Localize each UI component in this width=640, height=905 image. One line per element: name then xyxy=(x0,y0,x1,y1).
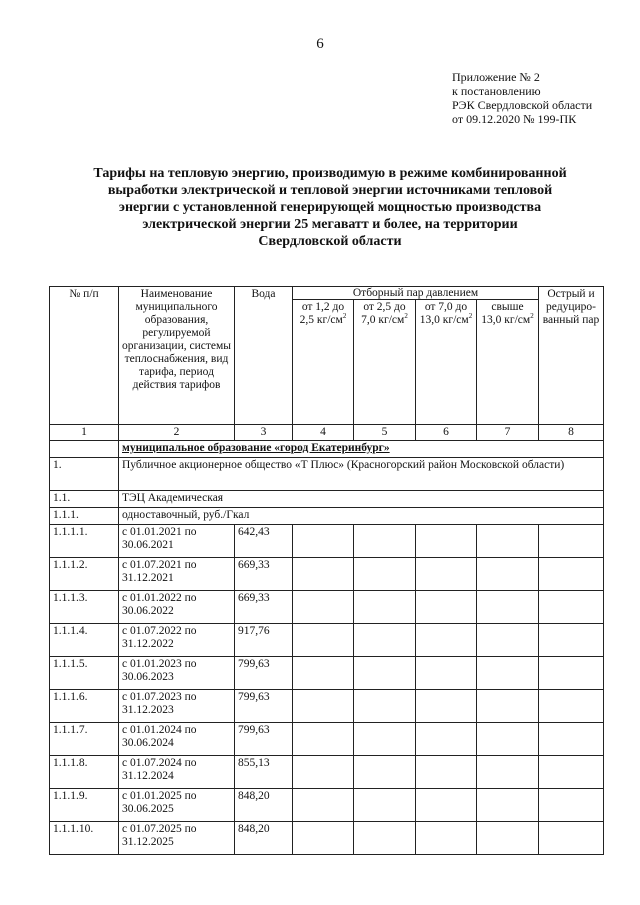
empty-cell xyxy=(354,624,416,657)
superscript: 2 xyxy=(468,312,473,321)
empty-cell xyxy=(539,591,604,624)
empty-cell xyxy=(293,624,354,657)
tariff-type-name: одноставочный, руб./Гкал xyxy=(119,508,604,525)
tariff-type-row xyxy=(50,508,604,525)
water-value: 855,13 xyxy=(235,756,293,789)
empty-cell xyxy=(477,525,539,558)
empty-cell xyxy=(539,789,604,822)
empty-cell xyxy=(477,789,539,822)
water-value: 799,63 xyxy=(235,723,293,756)
period-cell: с 01.01.2021 по 30.06.2021 xyxy=(119,525,235,558)
water-value: 642,43 xyxy=(235,525,293,558)
column-number: 8 xyxy=(539,425,604,441)
empty-cell xyxy=(477,822,539,855)
empty-cell xyxy=(539,624,604,657)
empty-cell xyxy=(354,525,416,558)
row-num: 1.1. xyxy=(50,491,119,508)
empty-cell xyxy=(354,558,416,591)
empty-cell xyxy=(354,723,416,756)
row-num: 1.1.1.8. xyxy=(50,756,119,789)
page-number: 6 xyxy=(316,36,324,52)
header-water: Вода xyxy=(235,287,293,425)
row-num: 1.1.1.6. xyxy=(50,690,119,723)
column-number: 7 xyxy=(477,425,539,441)
empty-cell xyxy=(354,690,416,723)
row-num: 1.1.1.1. xyxy=(50,525,119,558)
water-value: 799,63 xyxy=(235,657,293,690)
header-num: № п/п xyxy=(50,287,119,425)
appendix-line: от 09.12.2020 № 199-ПК xyxy=(452,112,577,126)
superscript: 2 xyxy=(530,312,534,321)
empty-cell xyxy=(477,690,539,723)
empty-cell xyxy=(539,558,604,591)
empty-cell xyxy=(293,525,354,558)
municipality-name xyxy=(119,441,604,458)
period-cell: с 01.01.2025 по 30.06.2025 xyxy=(119,789,235,822)
empty-cell xyxy=(539,657,604,690)
title-line: энергии с установленной генерирующей мощностью производства xyxy=(118,200,542,215)
column-number: 3 xyxy=(235,425,293,441)
pressure-4-label: свыше 13,0 кг/см xyxy=(481,301,531,326)
pressure-1-label: от 1,2 до 2,5 кг/см xyxy=(299,301,345,326)
empty-cell xyxy=(354,657,416,690)
empty-cell xyxy=(477,756,539,789)
period-cell: с 01.07.2022 по 31.12.2022 xyxy=(119,624,235,657)
row-num: 1.1.1.7. xyxy=(50,723,119,756)
empty-cell xyxy=(293,756,354,789)
column-number-row xyxy=(50,425,604,441)
water-value: 917,76 xyxy=(235,624,293,657)
period-cell: с 01.01.2024 по 30.06.2024 xyxy=(119,723,235,756)
header-steam-group: Отборный пар давлением xyxy=(293,287,539,300)
row-num: 1.1.1. xyxy=(50,508,119,525)
column-number: 2 xyxy=(119,425,235,441)
empty-cell xyxy=(416,723,477,756)
period-cell: с 01.07.2023 по 31.12.2023 xyxy=(119,690,235,723)
org-name: Публичное акционерное общество «Т Плюс» (Красногорский район Московской области) xyxy=(119,458,604,491)
empty-cell xyxy=(50,441,119,458)
empty-cell xyxy=(477,624,539,657)
system-name: ТЭЦ Академическая xyxy=(119,491,604,508)
empty-cell xyxy=(354,756,416,789)
column-number: 5 xyxy=(354,425,416,441)
tariff-row xyxy=(50,624,604,657)
period-cell: с 01.01.2023 по 30.06.2023 xyxy=(119,657,235,690)
empty-cell xyxy=(354,591,416,624)
empty-cell xyxy=(293,822,354,855)
title-line: Свердловской области xyxy=(258,234,402,249)
appendix-line: к постановлению xyxy=(452,84,541,98)
row-num: 1.1.1.10. xyxy=(50,822,119,855)
municipality-row xyxy=(50,441,604,458)
empty-cell xyxy=(416,558,477,591)
empty-cell xyxy=(477,657,539,690)
system-row xyxy=(50,491,604,508)
row-num: 1.1.1.4. xyxy=(50,624,119,657)
empty-cell xyxy=(539,822,604,855)
superscript: 2 xyxy=(342,312,347,321)
tariff-row xyxy=(50,558,604,591)
tariff-row xyxy=(50,789,604,822)
title-line: выработки электрической и тепловой энергии источниками тепловой xyxy=(107,183,553,198)
row-num: 1.1.1.3. xyxy=(50,591,119,624)
pressure-2-label: от 2,5 до 7,0 кг/см xyxy=(361,301,406,326)
tariff-row xyxy=(50,822,604,855)
column-number: 6 xyxy=(416,425,477,441)
empty-cell xyxy=(416,756,477,789)
tariff-table xyxy=(49,286,604,855)
empty-cell xyxy=(539,756,604,789)
water-value: 799,63 xyxy=(235,690,293,723)
tariff-row xyxy=(50,756,604,789)
pressure-3-label: от 7,0 до 13,0 кг/см xyxy=(419,301,469,326)
empty-cell xyxy=(539,690,604,723)
empty-cell xyxy=(293,558,354,591)
empty-cell xyxy=(416,822,477,855)
water-value: 848,20 xyxy=(235,789,293,822)
tariff-row xyxy=(50,690,604,723)
empty-cell xyxy=(477,723,539,756)
superscript: 2 xyxy=(404,312,408,321)
water-value: 848,20 xyxy=(235,822,293,855)
title-line: электрической энергии 25 мегаватт и более, на территории xyxy=(142,217,518,232)
header-pressure-3 xyxy=(416,300,477,425)
document-title xyxy=(70,165,590,250)
period-cell: с 01.01.2022 по 30.06.2022 xyxy=(119,591,235,624)
empty-cell xyxy=(354,822,416,855)
period-cell: с 01.07.2021 по 31.12.2021 xyxy=(119,558,235,591)
org-row xyxy=(50,458,604,491)
water-value: 669,33 xyxy=(235,591,293,624)
column-number: 1 xyxy=(50,425,119,441)
appendix-line: Приложение № 2 xyxy=(452,70,540,84)
empty-cell xyxy=(293,789,354,822)
municipality-label: муниципальное образование «город Екатеринбург» xyxy=(122,442,390,454)
empty-cell xyxy=(293,690,354,723)
empty-cell xyxy=(354,789,416,822)
row-num: 1. xyxy=(50,458,119,491)
empty-cell xyxy=(477,591,539,624)
empty-cell xyxy=(293,657,354,690)
empty-cell xyxy=(477,558,539,591)
row-num: 1.1.1.5. xyxy=(50,657,119,690)
period-cell: с 01.07.2025 по 31.12.2025 xyxy=(119,822,235,855)
empty-cell xyxy=(416,657,477,690)
empty-cell xyxy=(416,525,477,558)
column-number: 4 xyxy=(293,425,354,441)
row-num: 1.1.1.2. xyxy=(50,558,119,591)
header-pressure-4 xyxy=(477,300,539,425)
tariff-row xyxy=(50,525,604,558)
header-name: Наименование муниципального образования, регулируемой организации, системы теплоснабжения, вид тарифа, период действия тарифов xyxy=(119,287,235,425)
tariff-row xyxy=(50,657,604,690)
appendix-line: РЭК Свердловской области xyxy=(452,98,593,112)
empty-cell xyxy=(416,789,477,822)
header-pressure-2 xyxy=(354,300,416,425)
title-line: Тарифы на тепловую энергию, производимую в режиме комбинированной xyxy=(93,166,567,181)
empty-cell xyxy=(416,591,477,624)
empty-cell xyxy=(416,690,477,723)
row-num: 1.1.1.9. xyxy=(50,789,119,822)
header-pressure-1 xyxy=(293,300,354,425)
header-sharp-steam: Острый и редуциро-ванный пар xyxy=(539,287,604,425)
empty-cell xyxy=(539,723,604,756)
empty-cell xyxy=(416,624,477,657)
tariff-row xyxy=(50,723,604,756)
appendix-block xyxy=(452,70,592,126)
empty-cell xyxy=(539,525,604,558)
empty-cell xyxy=(293,723,354,756)
empty-cell xyxy=(293,591,354,624)
water-value: 669,33 xyxy=(235,558,293,591)
period-cell: с 01.07.2024 по 31.12.2024 xyxy=(119,756,235,789)
tariff-row xyxy=(50,591,604,624)
header-row xyxy=(50,287,604,300)
